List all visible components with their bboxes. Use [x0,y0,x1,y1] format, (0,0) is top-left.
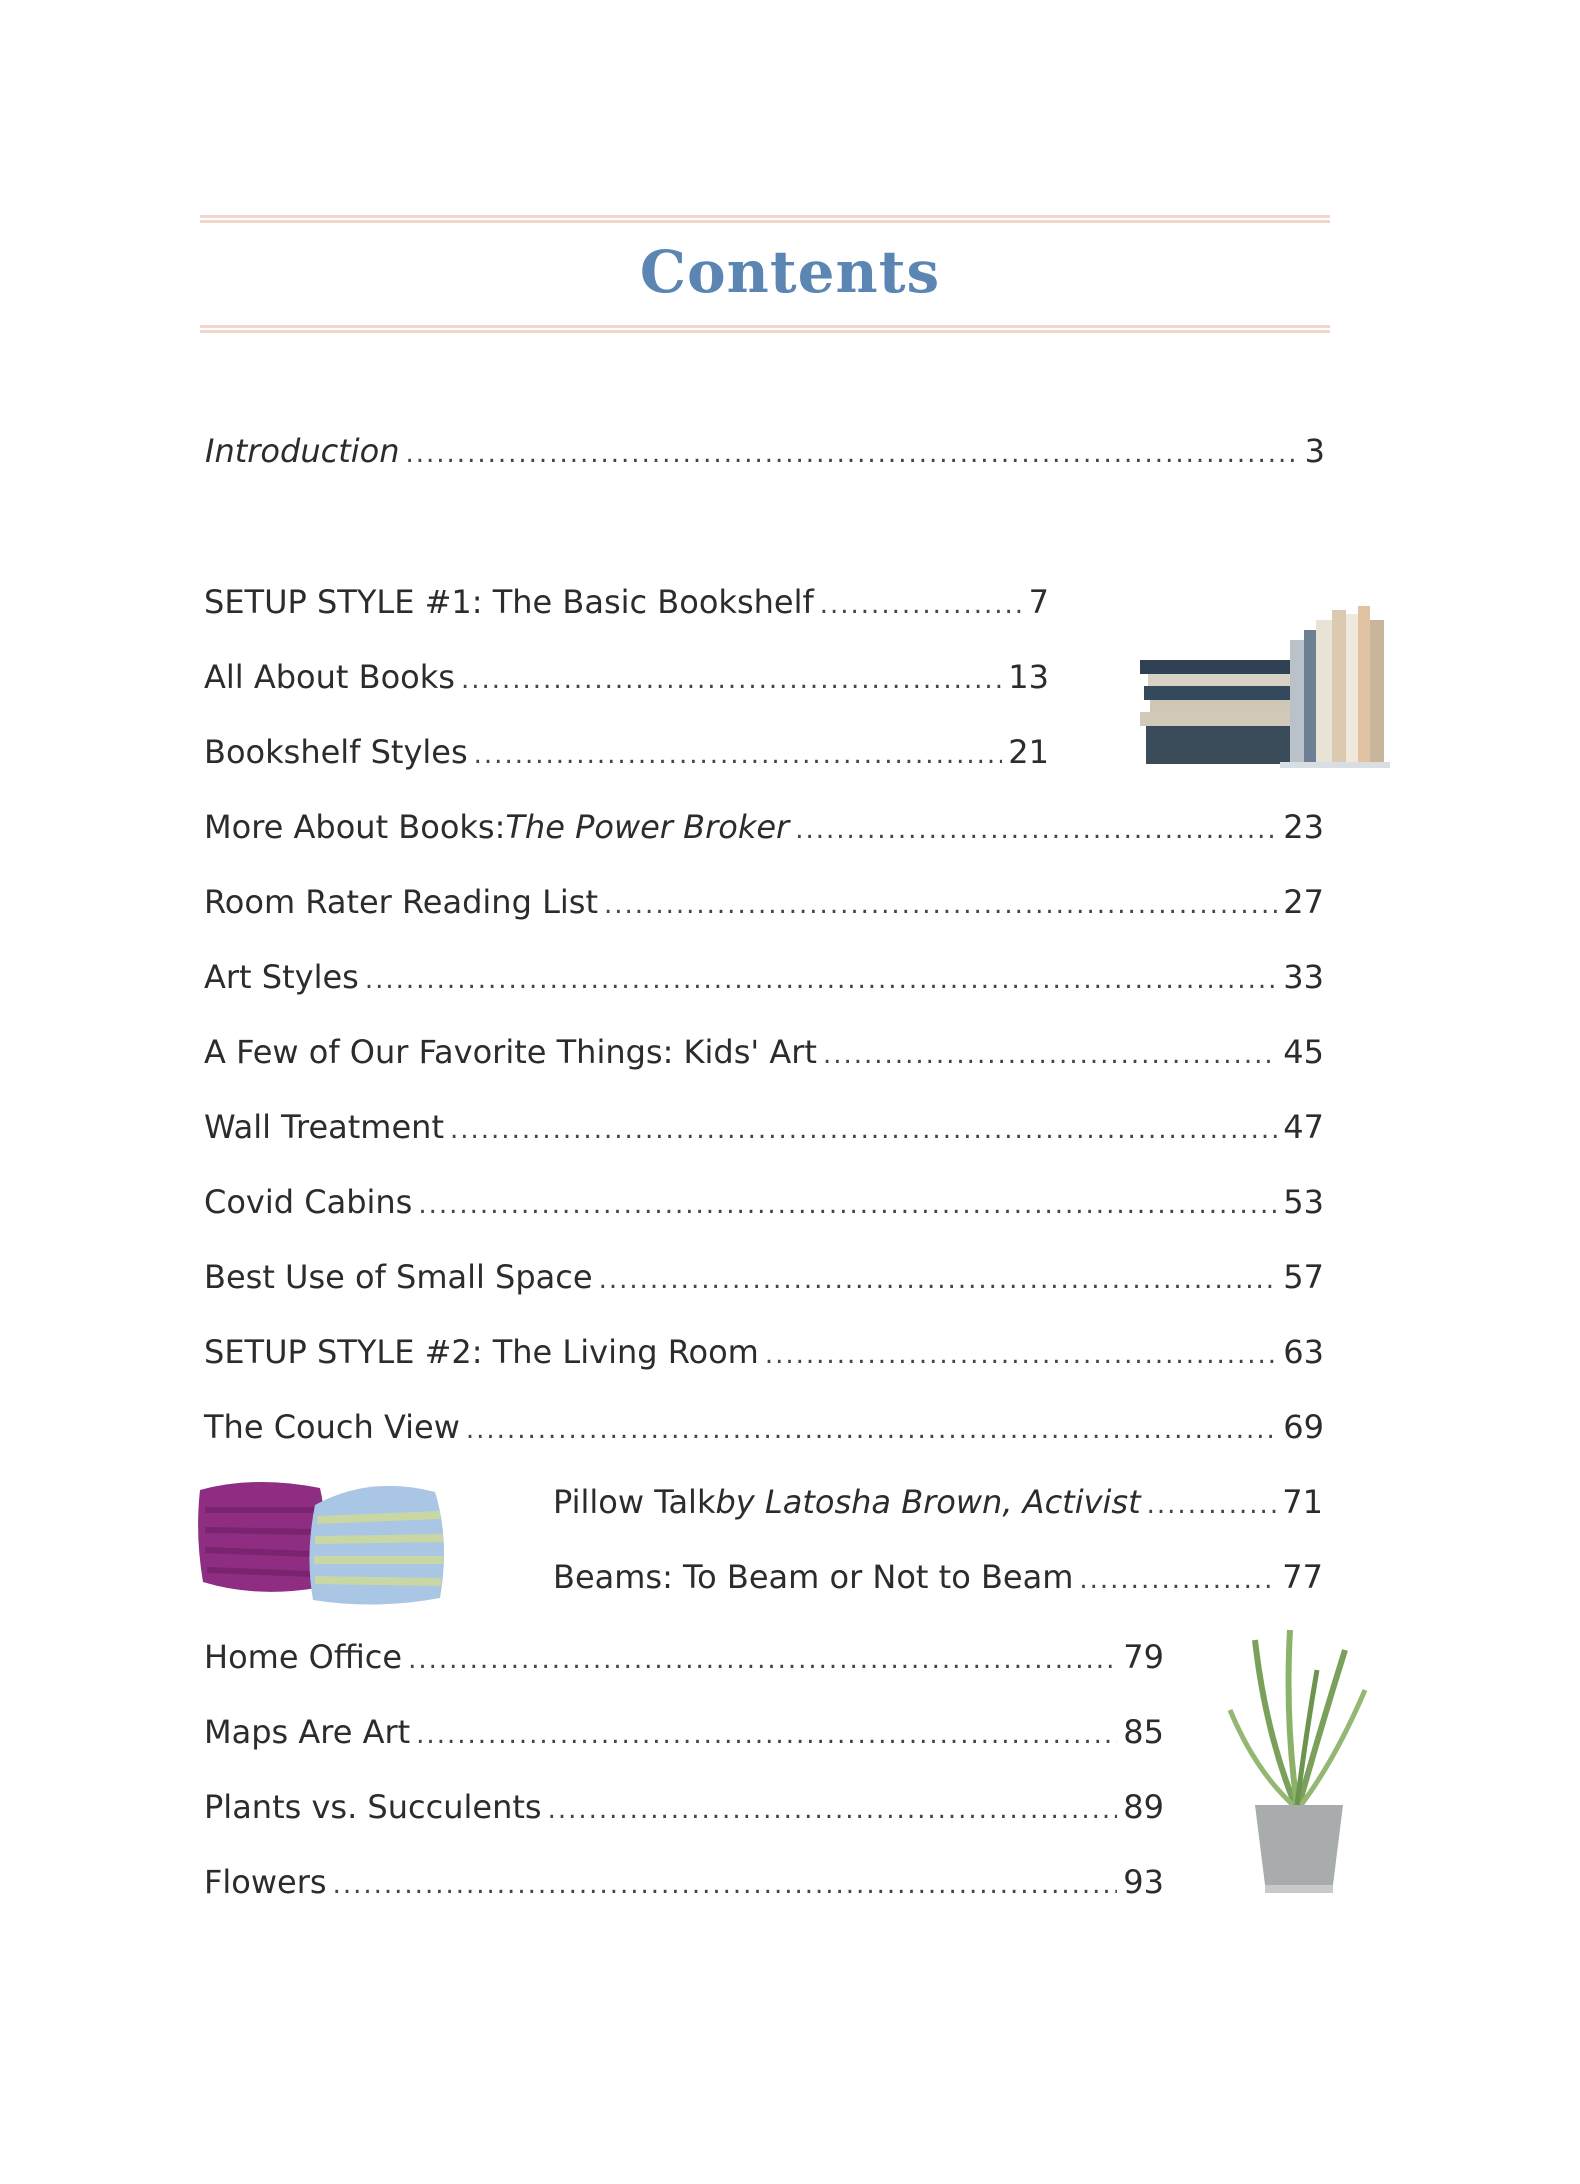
toc-page-number: 63 [1283,1333,1324,1371]
leader-dots [450,1110,1277,1150]
toc-entry-setup-style-2[interactable] [204,1332,1324,1375]
toc-label: Wall Treatment [204,1108,444,1146]
toc-label-italic: by Latosha Brown, Activist [715,1483,1141,1521]
leader-dots [405,434,1298,474]
toc-label-italic: Introduction [205,432,400,470]
toc-entry-setup-style-1[interactable] [204,582,1049,625]
toc-page-number: 7 [1028,583,1049,621]
leader-dots [795,810,1277,850]
toc-page-number: 33 [1283,958,1324,996]
toc-label: SETUP STYLE #2: The Living Room [204,1333,759,1371]
leader-dots [418,1185,1277,1225]
toc-label: Room Rater Reading List [204,883,598,921]
toc-entry-all-about-books[interactable] [204,657,1049,700]
toc-entry-covid-cabins[interactable] [204,1182,1324,1225]
toc-page-number: 57 [1283,1258,1324,1296]
pillows-illustration [195,1470,460,1610]
toc-page-number: 69 [1283,1408,1324,1446]
toc-label: Home Office [204,1638,403,1676]
toc-label: Flowers [204,1863,327,1901]
toc-page-number: 21 [1008,733,1049,771]
leader-dots [333,1865,1118,1905]
books-illustration [1130,600,1400,770]
toc-page-number: 3 [1304,432,1325,470]
toc-label: Maps Are Art [204,1713,411,1751]
toc-entry-plants[interactable] [204,1787,1164,1830]
toc-entry-pillow-talk[interactable] [553,1482,1323,1525]
toc-page-number: 23 [1283,808,1324,846]
toc-entry-more-about-books[interactable] [204,807,1324,850]
title-bottom-rule [200,325,1330,333]
leader-dots [1147,1485,1277,1525]
toc-entry-reading-list[interactable] [204,882,1324,925]
toc-page-number: 71 [1282,1483,1323,1521]
toc-label: A Few of Our Favorite Things: Kids' Art [204,1033,817,1071]
leader-dots [1079,1560,1276,1600]
toc-entry-flowers[interactable] [204,1862,1164,1905]
toc-page-number: 13 [1008,658,1049,696]
toc-entry-small-space[interactable] [204,1257,1324,1300]
toc-entry-art-styles[interactable] [204,957,1324,1000]
toc-label: More About Books: [204,808,506,846]
toc-label: The Couch View [204,1408,460,1446]
toc-entry-couch-view[interactable] [204,1407,1324,1450]
toc-label: Covid Cabins [204,1183,413,1221]
toc-label: SETUP STYLE #1: The Basic Bookshelf [204,583,814,621]
page-title: Contents [639,238,941,306]
toc-entry-beams[interactable] [553,1557,1323,1600]
leader-dots [474,735,1003,775]
leader-dots [461,660,1002,700]
toc-entry-wall-treatment[interactable] [204,1107,1324,1150]
toc-label: Bookshelf Styles [204,733,468,771]
toc-page-number: 93 [1123,1863,1164,1901]
leader-dots [408,1640,1117,1680]
toc-entry-introduction[interactable] [205,431,1325,474]
toc-page-number: 27 [1283,883,1324,921]
leader-dots [823,1035,1277,1075]
leader-dots [548,1790,1118,1830]
leader-dots [604,885,1277,925]
leader-dots [416,1715,1117,1755]
toc-page-number: 85 [1123,1713,1164,1751]
toc-entry-bookshelf-styles[interactable] [204,732,1049,775]
leader-dots [599,1260,1278,1300]
toc-page-number: 89 [1123,1788,1164,1826]
toc-label: Beams: To Beam or Not to Beam [553,1558,1074,1596]
toc-entry-home-office[interactable] [204,1637,1164,1680]
title-top-rule [200,215,1330,223]
leader-dots [820,585,1023,625]
toc-page-number: 79 [1123,1638,1164,1676]
toc-label-italic: The Power Broker [505,808,790,846]
toc-page-number: 53 [1283,1183,1324,1221]
toc-page-number: 77 [1282,1558,1323,1596]
leader-dots [365,960,1277,1000]
toc-page-number: 47 [1283,1108,1324,1146]
leader-dots [466,1410,1277,1450]
toc-entry-maps[interactable] [204,1712,1164,1755]
leader-dots [765,1335,1277,1375]
toc-label: Art Styles [204,958,359,996]
toc-label: Pillow Talk [553,1483,716,1521]
toc-page-number: 45 [1283,1033,1324,1071]
toc-label: All About Books [204,658,455,696]
toc-entry-kids-art[interactable] [204,1032,1324,1075]
plant-illustration [1225,1620,1370,1900]
toc-label: Best Use of Small Space [204,1258,593,1296]
toc-label: Plants vs. Succulents [204,1788,542,1826]
